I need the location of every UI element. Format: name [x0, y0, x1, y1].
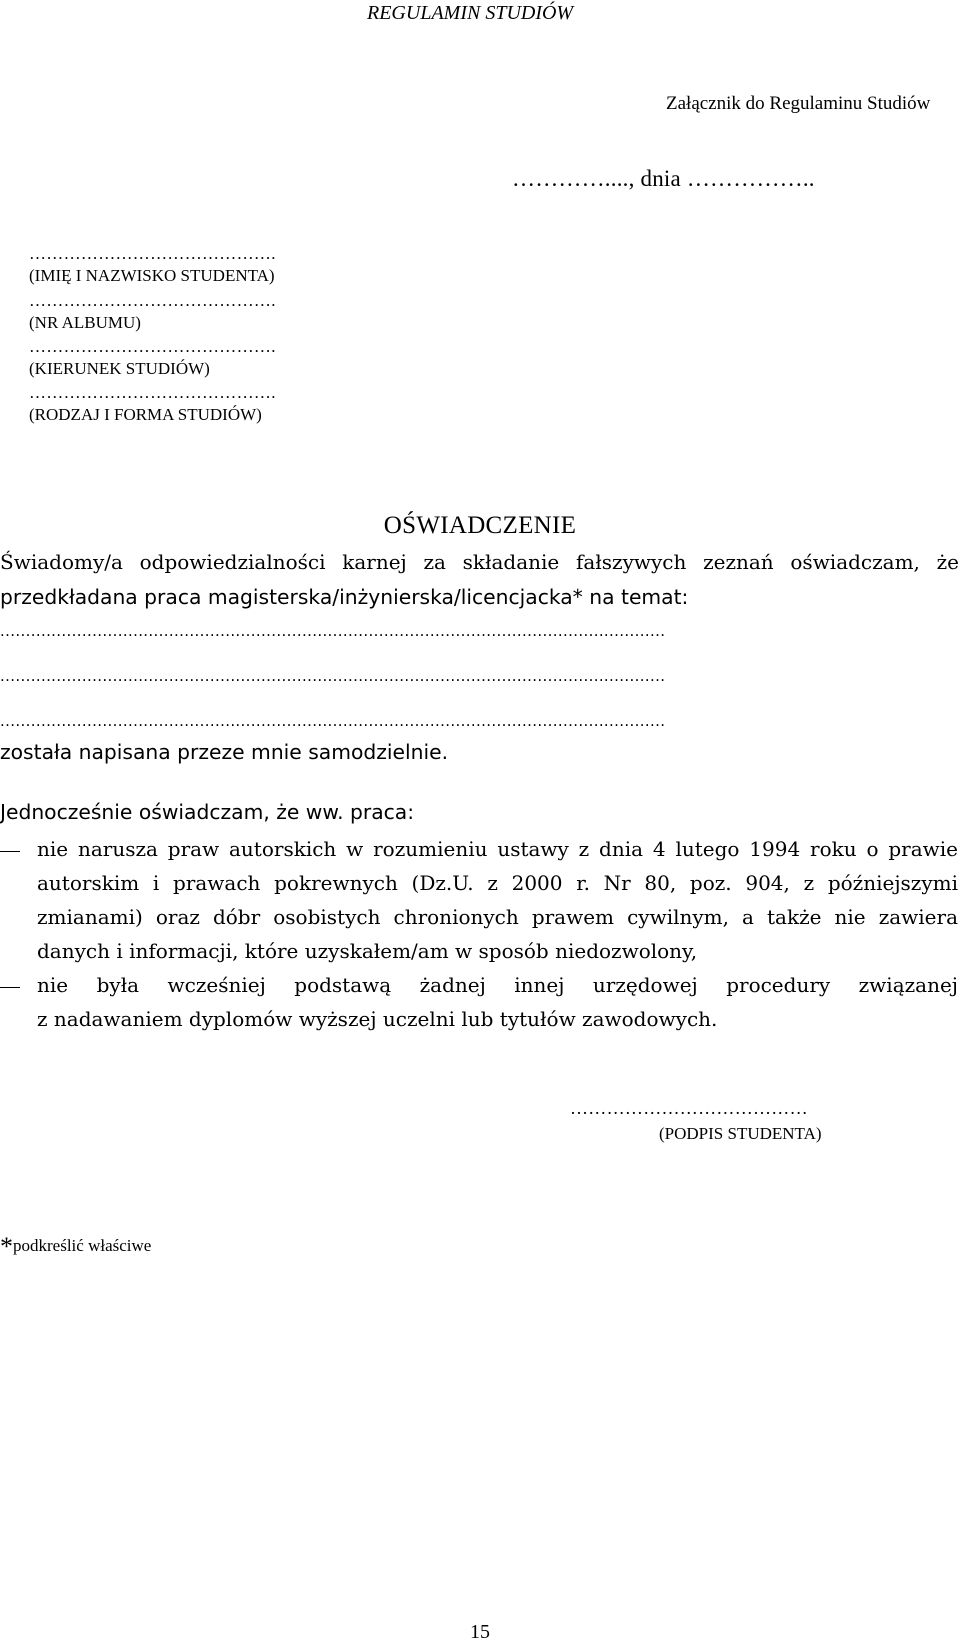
- declaration-line-2: przedkładana praca magisterska/inżynierska/licencjacka* na temat:: [0, 585, 689, 609]
- page-number: 15: [470, 1621, 490, 1643]
- dash-bullet-icon: [0, 851, 20, 852]
- list-item-line: autorskim i prawach pokrewnych (Dz.U. z 2000 r. Nr 80, poz. 904, z późniejszymi: [37, 871, 958, 895]
- signature-dots: …………………………………: [570, 1098, 808, 1118]
- dash-bullet-icon: [0, 987, 20, 988]
- topic-dots-line: ..................................................................................................................................: [0, 712, 666, 730]
- list-item-text: [37, 968, 958, 1036]
- declaration-line-4: Jednocześnie oświadczam, że ww. praca:: [0, 800, 415, 824]
- declaration-title: OŚWIADCZENIE: [383, 512, 577, 539]
- running-header: REGULAMIN STUDIÓW: [367, 2, 574, 24]
- study-mode-field: [29, 382, 276, 426]
- signature-label: (PODPIS STUDENTA): [659, 1124, 822, 1143]
- field-label: (NR ALBUMU): [29, 313, 141, 332]
- field-dots: …………………………………….: [29, 244, 276, 263]
- list-item-line: nie narusza praw autorskich w rozumieniu ustawy z dnia 4 lutego 1994 roku o prawie: [37, 837, 958, 861]
- list-item-line: zmianami) oraz dóbr osobistych chronionych prawem cywilnym, a także nie zawiera: [37, 905, 958, 929]
- date-line: …………...., dnia ……………..: [512, 166, 815, 191]
- field-of-study-field: [29, 336, 276, 380]
- album-number-field: [29, 290, 276, 334]
- list-item-line: danych i informacji, które uzyskałem/am w sposób niedozwolony,: [37, 939, 698, 963]
- field-label: (KIERUNEK STUDIÓW): [29, 359, 210, 378]
- list-item-line: z nadawaniem dyplomów wyższej uczelni lub tytułów zawodowych.: [37, 1007, 718, 1031]
- field-label: (IMIĘ I NAZWISKO STUDENTA): [29, 266, 275, 285]
- declaration-line-3: została napisana przeze mnie samodzielnie.: [0, 740, 449, 764]
- topic-dots-line: ..................................................................................................................................: [0, 667, 666, 685]
- field-label: (RODZAJ I FORMA STUDIÓW): [29, 405, 262, 424]
- list-item-text: [37, 832, 958, 968]
- field-dots: …………………………………….: [29, 337, 276, 356]
- footnote-text: podkreślić właściwe: [13, 1236, 152, 1255]
- topic-dots-line: ..................................................................................................................................: [0, 622, 666, 640]
- declaration-line-1: Świadomy/a odpowiedzialności karnej za składanie fałszywych zeznań oświadczam, że: [0, 550, 959, 574]
- footnote-marker: *: [0, 1232, 13, 1261]
- footnote: [0, 1232, 151, 1262]
- field-dots: …………………………………….: [29, 291, 276, 310]
- list-item-line: nie była wcześniej podstawą żadnej innej urzędowej procedury związanej: [37, 973, 958, 997]
- student-name-field: [29, 243, 276, 287]
- field-dots: …………………………………….: [29, 383, 276, 402]
- annex-label: Załącznik do Regulaminu Studiów: [666, 93, 931, 114]
